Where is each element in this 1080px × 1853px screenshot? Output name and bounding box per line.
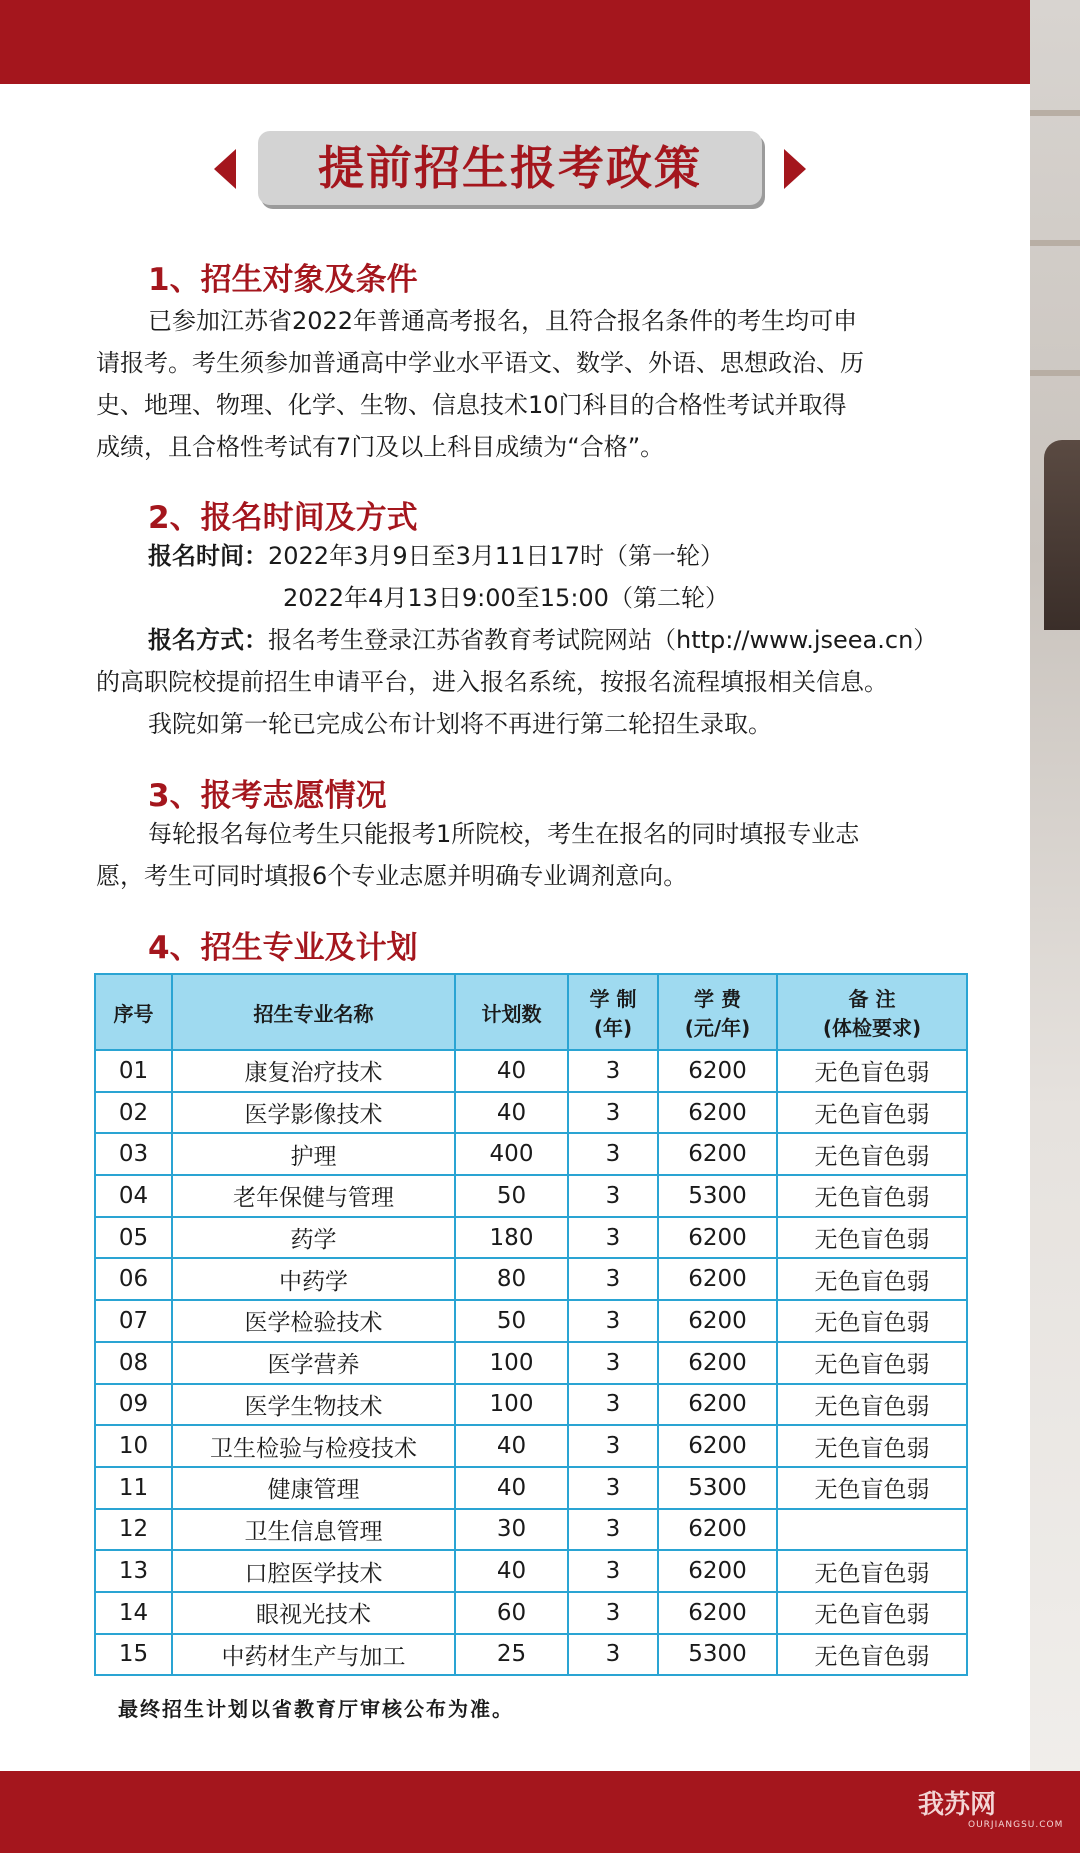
person-silhouette [1044,440,1080,630]
cell-seq: 15 [95,1634,172,1676]
cell-remark [777,1509,967,1551]
cell-remark: 无色盲色弱 [777,1634,967,1676]
section-1-line-4: 成绩，且合格性考试有7门及以上科目成绩为“合格”。 [96,433,665,461]
shelf-line [1030,240,1080,246]
cell-years: 3 [568,1133,658,1175]
cell-years: 3 [568,1092,658,1134]
cell-major-name: 眼视光技术 [172,1592,455,1634]
signup-time-round2: 2022年4月13日9:00至15:00（第二轮） [283,584,729,612]
table-row [95,1258,967,1300]
signup-method-line-1: 报名考生登录江苏省教育考试院网站（http://www.jseea.cn） [268,626,938,654]
cell-years: 3 [568,1550,658,1592]
watermark-url: OURJIANGSU.COM [968,1820,1064,1830]
cell-years: 3 [568,1425,658,1467]
cell-seq: 05 [95,1217,172,1259]
table-row [95,1092,967,1134]
cell-fee: 6200 [658,1592,777,1634]
table-row [95,1217,967,1259]
shelf-line [1030,110,1080,116]
cell-years: 3 [568,1509,658,1551]
cell-seq: 02 [95,1092,172,1134]
cell-fee: 6200 [658,1133,777,1175]
top-banner [0,0,1030,84]
cell-remark: 无色盲色弱 [777,1217,967,1259]
cell-fee: 6200 [658,1217,777,1259]
cell-seq: 07 [95,1300,172,1342]
title-banner [214,131,806,205]
cell-major-name: 医学营养 [172,1342,455,1384]
cell-fee: 6200 [658,1300,777,1342]
cell-plan-count: 100 [455,1384,568,1426]
cell-remark: 无色盲色弱 [777,1467,967,1509]
signup-method-label: 报名方式： [148,626,268,654]
cell-major-name: 卫生检验与检疫技术 [172,1425,455,1467]
cell-fee: 5300 [658,1175,777,1217]
section-heading-3: 3、报考志愿情况 [148,778,387,814]
cell-plan-count: 25 [455,1634,568,1676]
cell-seq: 08 [95,1342,172,1384]
cell-major-name: 中药学 [172,1258,455,1300]
header-years [568,974,658,1050]
cell-years: 3 [568,1342,658,1384]
cell-plan-count: 80 [455,1258,568,1300]
header-remark [777,974,967,1050]
cell-seq: 06 [95,1258,172,1300]
signup-method-row [148,619,937,661]
cell-fee: 6200 [658,1342,777,1384]
cell-remark: 无色盲色弱 [777,1092,967,1134]
right-arrow-icon [784,149,806,189]
header-major-name: 招生专业名称 [172,974,455,1050]
cell-major-name: 口腔医学技术 [172,1550,455,1592]
cell-plan-count: 40 [455,1550,568,1592]
cell-years: 3 [568,1258,658,1300]
cell-plan-count: 400 [455,1133,568,1175]
left-arrow-icon [214,149,236,189]
footnote: 最终招生计划以省教育厅审核公布为准。 [118,1697,514,1721]
cell-remark: 无色盲色弱 [777,1175,967,1217]
section-1-line-1: 已参加江苏省2022年普通高考报名，且符合报名条件的考生均可申 [148,307,858,335]
cell-remark: 无色盲色弱 [777,1592,967,1634]
header-fee-line-1: 学 费 [694,987,741,1011]
cell-plan-count: 40 [455,1092,568,1134]
cell-plan-count: 50 [455,1175,568,1217]
table-header-row [95,974,967,1050]
cell-major-name: 康复治疗技术 [172,1050,455,1092]
section-heading-4: 4、招生专业及计划 [148,930,418,966]
cell-fee: 6200 [658,1092,777,1134]
header-fee-line-2: (元/年) [684,1016,751,1040]
cell-remark: 无色盲色弱 [777,1300,967,1342]
section-3-line-1: 每轮报名每位考生只能报考1所院校，考生在报名的同时填报专业志 [148,820,860,848]
cell-years: 3 [568,1217,658,1259]
cell-fee: 6200 [658,1050,777,1092]
cell-fee: 5300 [658,1467,777,1509]
signup-time-round1: 2022年3月9日至3月11日17时（第一轮） [268,542,724,570]
cell-major-name: 药学 [172,1217,455,1259]
cell-remark: 无色盲色弱 [777,1050,967,1092]
table-row [95,1509,967,1551]
cell-years: 3 [568,1300,658,1342]
table-row [95,1634,967,1676]
cell-fee: 6200 [658,1258,777,1300]
table-row [95,1050,967,1092]
cell-plan-count: 100 [455,1342,568,1384]
table-row [95,1550,967,1592]
cell-remark: 无色盲色弱 [777,1258,967,1300]
cell-fee: 6200 [658,1509,777,1551]
header-fee [658,974,777,1050]
cell-plan-count: 30 [455,1509,568,1551]
header-remark-line-1: 备 注 [848,987,896,1011]
cell-years: 3 [568,1592,658,1634]
cell-years: 3 [568,1467,658,1509]
section-heading-2: 2、报名时间及方式 [148,500,418,536]
cell-major-name: 老年保健与管理 [172,1175,455,1217]
cell-years: 3 [568,1050,658,1092]
cell-fee: 6200 [658,1550,777,1592]
cell-plan-count: 40 [455,1050,568,1092]
header-years-line-2: (年) [593,1016,633,1040]
cell-major-name: 医学检验技术 [172,1300,455,1342]
cell-fee: 5300 [658,1634,777,1676]
table-row [95,1300,967,1342]
cell-seq: 12 [95,1509,172,1551]
signup-time-label: 报名时间： [148,542,268,570]
table-row [95,1133,967,1175]
background-photo-strip [1030,0,1080,1853]
header-years-line-1: 学 制 [589,987,637,1011]
cell-seq: 13 [95,1550,172,1592]
cell-years: 3 [568,1384,658,1426]
cell-seq: 04 [95,1175,172,1217]
cell-seq: 03 [95,1133,172,1175]
watermark-logo: 我苏网 [918,1790,997,1820]
cell-remark: 无色盲色弱 [777,1133,967,1175]
cell-plan-count: 40 [455,1467,568,1509]
cell-major-name: 中药材生产与加工 [172,1634,455,1676]
table-row [95,1342,967,1384]
cell-seq: 14 [95,1592,172,1634]
cell-remark: 无色盲色弱 [777,1342,967,1384]
cell-years: 3 [568,1175,658,1217]
shelf-line [1030,370,1080,376]
table-row [95,1592,967,1634]
header-seq: 序号 [95,974,172,1050]
cell-plan-count: 50 [455,1300,568,1342]
cell-fee: 6200 [658,1384,777,1426]
cell-seq: 11 [95,1467,172,1509]
signup-time-row [148,535,724,577]
cell-major-name: 医学生物技术 [172,1384,455,1426]
enrollment-plan-table [94,973,968,1676]
table-row [95,1425,967,1467]
cell-plan-count: 40 [455,1425,568,1467]
cell-major-name: 卫生信息管理 [172,1509,455,1551]
cell-seq: 09 [95,1384,172,1426]
cell-fee: 6200 [658,1425,777,1467]
cell-remark: 无色盲色弱 [777,1384,967,1426]
cell-remark: 无色盲色弱 [777,1425,967,1467]
section-1-line-3: 史、地理、物理、化学、生物、信息技术10门科目的合格性考试并取得 [96,391,847,419]
cell-major-name: 护理 [172,1133,455,1175]
cell-plan-count: 60 [455,1592,568,1634]
table-row [95,1384,967,1426]
signup-method-line-2: 的高职院校提前招生申请平台，进入报名系统，按报名流程填报相关信息。 [96,668,888,696]
cell-remark: 无色盲色弱 [777,1550,967,1592]
section-1-line-2: 请报考。考生须参加普通高中学业水平语文、数学、外语、思想政治、历 [96,349,864,377]
cell-plan-count: 180 [455,1217,568,1259]
cell-major-name: 医学影像技术 [172,1092,455,1134]
section-3-line-2: 愿，考生可同时填报6个专业志愿并明确专业调剂意向。 [96,862,688,890]
table-body [95,1050,967,1675]
table-row [95,1467,967,1509]
signup-method-line-3: 我院如第一轮已完成公布计划将不再进行第二轮招生录取。 [148,710,772,738]
cell-major-name: 健康管理 [172,1467,455,1509]
cell-seq: 01 [95,1050,172,1092]
section-heading-1: 1、招生对象及条件 [148,262,418,298]
cell-seq: 10 [95,1425,172,1467]
table-row [95,1175,967,1217]
header-remark-line-2: (体检要求) [822,1016,922,1040]
cell-years: 3 [568,1634,658,1676]
page-title: 提前招生报考政策 [258,131,762,205]
header-plan-count: 计划数 [455,974,568,1050]
